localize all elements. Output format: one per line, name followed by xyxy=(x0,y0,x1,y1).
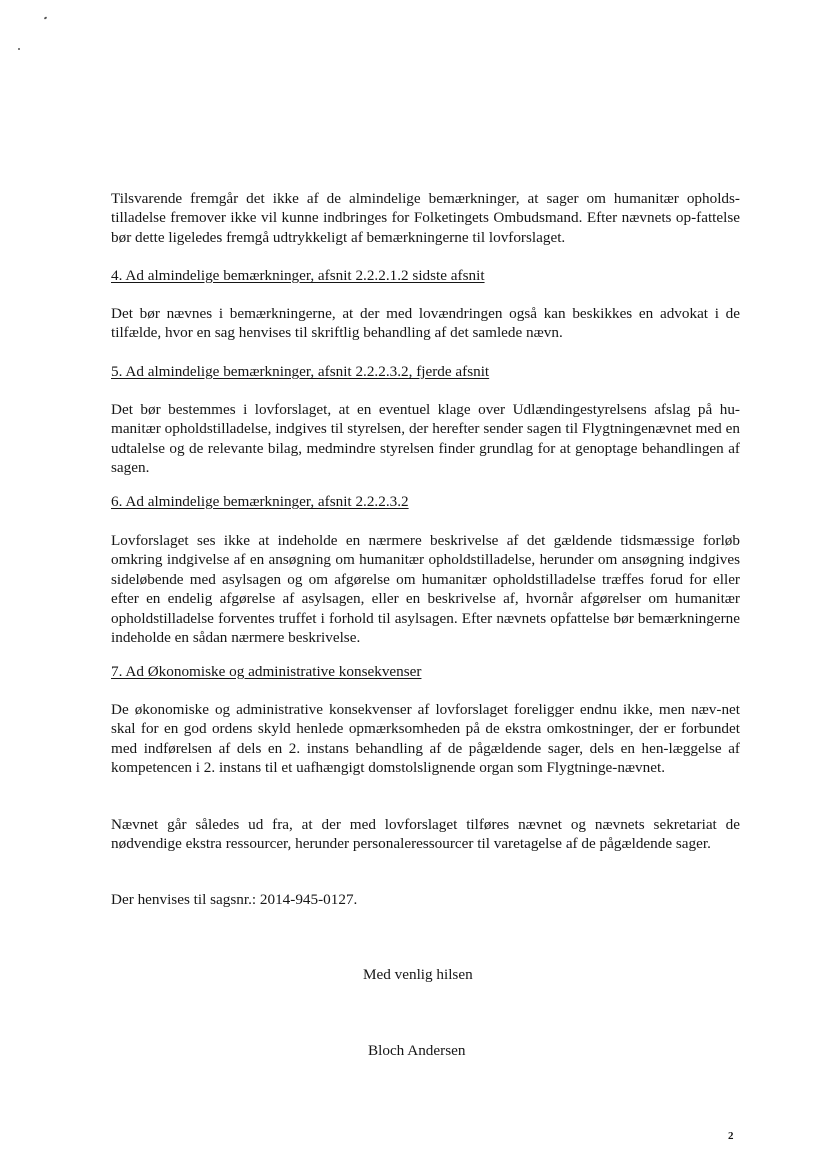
intro-paragraph: Tilsvarende fremgår det ikke af de almindelige bemærkninger, at sager om humanitær opholds-tilladelse fremover ikke vil kunne indbringes for Folketingets Ombudsmand. Efter nævnets op-fattelse bør dette ligeledes fremgå udtrykkeligt af bemærkningerne til lovforslaget. xyxy=(111,190,740,246)
scan-speck xyxy=(18,48,20,50)
case-reference: Der henvises til sagsnr.: 2014-945-0127. xyxy=(111,891,358,908)
resources-paragraph: Nævnet går således ud fra, at der med lovforslaget tilføres nævnet og nævnets sekretariat de nødvendige ekstra ressourcer, herunder personaleressourcer til varetagelse af de pågældende sager. xyxy=(111,816,740,853)
section-4-heading: 4. Ad almindelige bemærkninger, afsnit 2.2.2.1.2 sidste afsnit xyxy=(111,267,485,284)
section-7-heading: 7. Ad Økonomiske og administrative konsekvenser xyxy=(111,663,422,680)
page-number: 2 xyxy=(728,1130,734,1142)
section-6-body: Lovforslaget ses ikke at indeholde en nærmere beskrivelse af det gældende tidsmæssige forløb omkring indgivelse af en ansøgning om humanitær opholdstilladelse, herunder om ansøgning indgives sideløbende med asylsagen og om afgørelse om humanitær opholdstilladelse træffes forud for eller efter en endelig afgørelse af asylsagen, eller en beskrivelse af, hvornår afgørelser om humanitær opholdstilladelse forventes truffet i forhold til asylsagen. Efter nævnets opfattelse bør bemærkningerne indeholde en sådan nærmere beskrivelse. xyxy=(111,532,740,647)
scan-speck xyxy=(44,16,48,19)
section-4-body: Det bør nævnes i bemærkningerne, at der med lovændringen også kan beskikkes en advokat i de tilfælde, hvor en sag henvises til skriftlig behandling af det samlede nævn. xyxy=(111,305,740,342)
section-6-heading: 6. Ad almindelige bemærkninger, afsnit 2.2.2.3.2 xyxy=(111,493,409,510)
closing-greeting: Med venlig hilsen xyxy=(363,966,473,983)
section-7-body: De økonomiske og administrative konsekvenser af lovforslaget foreligger endnu ikke, men næv-net skal for en god ordens skyld henlede opmærksomheden på de ekstra omkostninger, der er forbundet med indførelsen af dels en 2. instans behandling af de pågældende sager, dels en hen-læggelse af kompetencen i 2. instans til et uafhængigt domstolslignende organ som Flygtninge-nævnet. xyxy=(111,701,740,777)
signature-name: Bloch Andersen xyxy=(368,1042,466,1059)
section-5-body: Det bør bestemmes i lovforslaget, at en eventuel klage over Udlændingestyrelsens afslag på hu-manitær opholdstilladelse, indgives til styrelsen, der herefter sender sagen til Flygtningenævnet med en udtalelse og de relevante bilag, medmindre styrelsen finder grundlag for at genoptage behandlingen af sagen. xyxy=(111,401,740,477)
section-5-heading: 5. Ad almindelige bemærkninger, afsnit 2.2.2.3.2, fjerde afsnit xyxy=(111,363,490,380)
